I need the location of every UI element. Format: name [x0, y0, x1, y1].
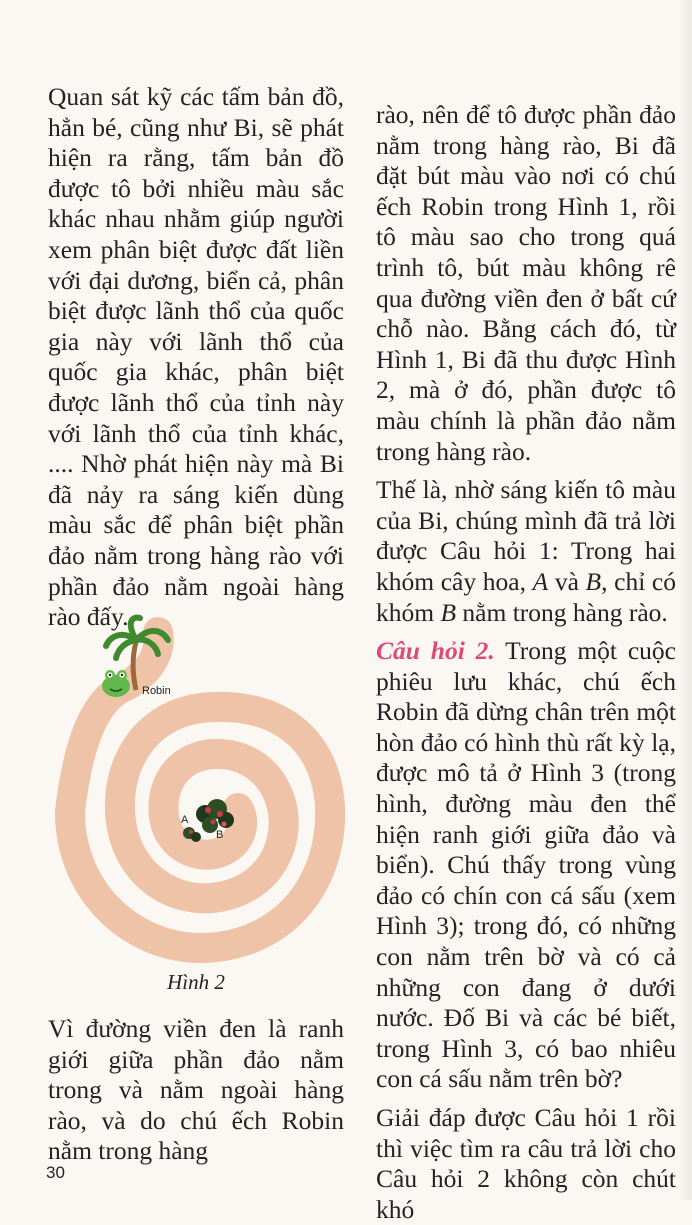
label-a: A [181, 814, 189, 826]
left-paragraph-2: Vì đường viền đen là ranh giới giữa phần đảo nằm trong và nằm ngoài hàng rào, và do chú ếch Robin nằm trong hàng [48, 1014, 344, 1166]
left-paragraph-1: Quan sát kỹ các tấm bản đồ, hẳn bé, cũng như Bi, sẽ phát hiện ra rằng, tấm bản đồ được tô bởi nhiều màu sắc khác nhau nhằm giúp người xem phân biệt được đất liền với đại dương, biển cả, phân biệt được lãnh thổ của quốc gia này với lãnh thổ của quốc gia khác, phân biệt được lãnh thổ của tỉnh này với lãnh thổ của tỉnh khác, .... Nhờ phát hiện này mà Bi đã nảy ra sáng kiến dùng màu sắc để phân biệt phần đảo nằm trong hàng rào với phần đảo nằm ngoài hàng rào đấy. [48, 82, 344, 632]
right-paragraph-3: Câu hỏi 2. Trong một cuộc phiêu lưu khác, chú ếch Robin đã dừng chân trên một hòn đảo có hình thù rất kỳ lạ, được mô tả ở Hình 3 (trong hình, đường màu đen thể hiện ranh giới giữa đảo và biển). Chú thấy trong vùng đảo có chín con cá sấu (xem Hình 3); trong đó, có những con nằm trên bờ và có cả những con đang ở dưới nước. Đố Bi và các bé biết, trong Hình 3, có bao nhiêu con cá sấu nằm trên bờ? [376, 636, 676, 1094]
right-paragraph-4: Giải đáp được Câu hỏi 1 rồi thì việc tìm ra câu trả lời cho Câu hỏi 2 không còn chút khó [376, 1103, 676, 1224]
page-edge-shadow [678, 0, 692, 1200]
bush-a-ref: A [532, 566, 549, 596]
bush-b-ref-2: B [440, 597, 457, 627]
right-paragraph-1: rào, nên để tô được phần đảo nằm trong hàng rào, Bi đã đặt bút màu vào nơi có chú ếch Robin trong Hình 1, rồi tô màu sao cho trong quá trình tô, bút màu không rê qua đường viền đen ở bất cứ chỗ nào. Bằng cách đó, từ Hình 1, Bi đã thu được Hình 2, mà ở đó, phần được tô màu chính là phần đảo nằm trong hàng rào. [376, 100, 676, 466]
left-column [48, 82, 344, 633]
left-column-bottom [48, 1014, 344, 1167]
question-2-heading: Câu hỏi 2. [376, 636, 495, 666]
robin-label: Robin [142, 685, 171, 697]
page-number: 30 [46, 1163, 65, 1182]
bush-b-ref: B [585, 566, 602, 596]
figure-2-spiral-island [40, 612, 350, 972]
figure-caption: Hình 2 [167, 970, 225, 994]
label-b: B [216, 829, 224, 841]
right-paragraph-2: Thế là, nhờ sáng kiến tô màu của Bi, chúng mình đã trả lời được Câu hỏi 1: Trong hai khóm cây hoa, A và B, chỉ có khóm B nằm trong hàng rào. [376, 475, 676, 627]
right-column [376, 100, 676, 1225]
